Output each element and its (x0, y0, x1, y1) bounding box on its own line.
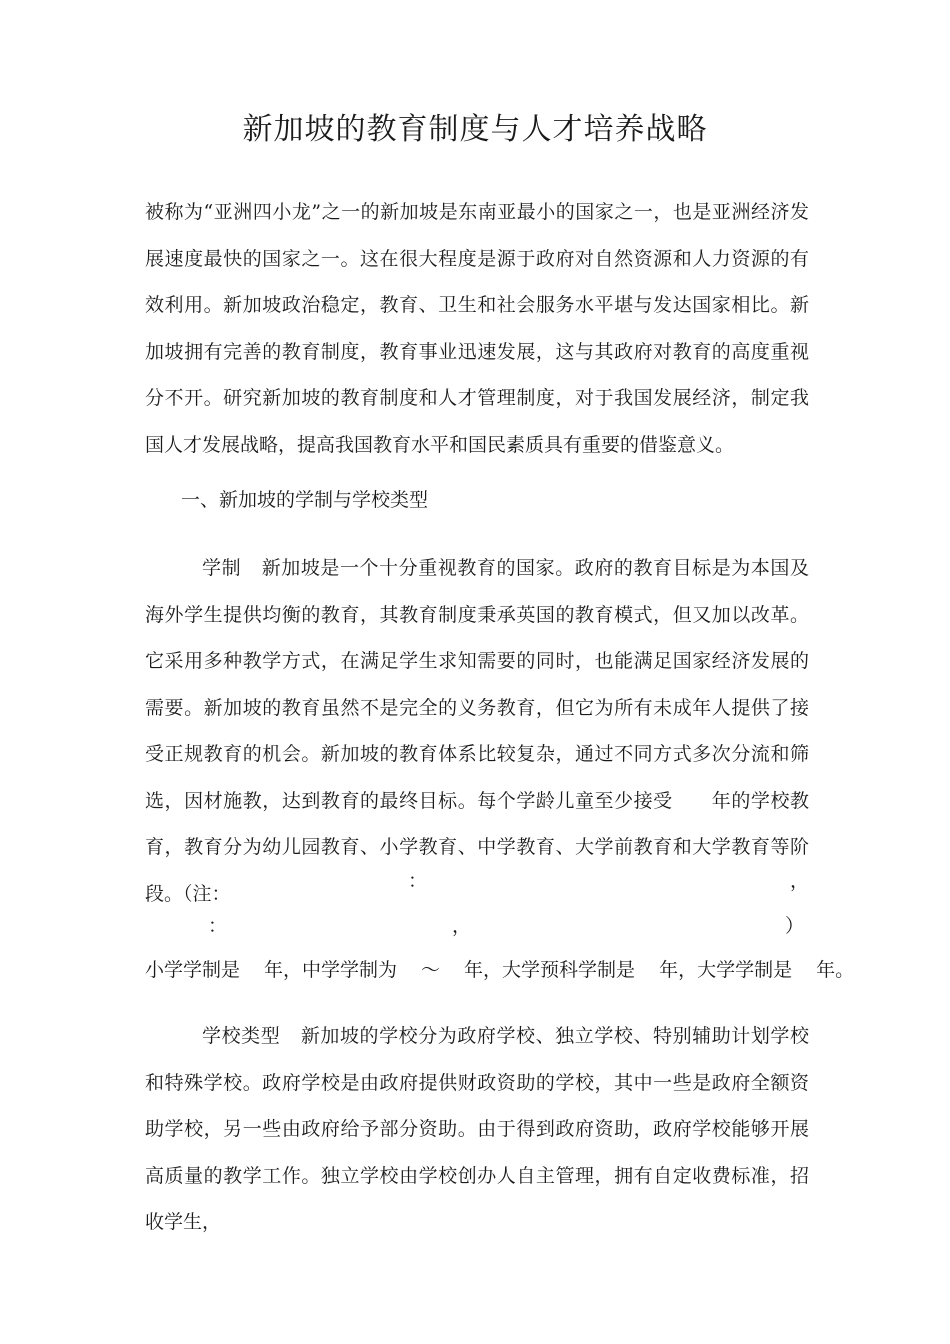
intro-paragraph: 被称为“亚洲四小龙”之一的新加坡是东南亚最小的国家之一，也是亚洲经济发展速度最快的国家之一。这在很大程度是源于政府对自然资源和人力资源的有效利用。新加坡政治稳定，教育、卫生和社会服务水平堪与发达国家相比。新加坡拥有完善的教育制度，教育事业迅速发展，这与其政府对教育的高度重视分不开。研究新加坡的教育制度和人才管理制度，对于我国发展经济，制定我国人才发展战略，提高我国教育水平和国民素质具有重要的借鉴意义。 (145, 201, 809, 456)
note-comma-2: ， (452, 915, 472, 937)
xuezhi-label: 学制 (202, 557, 242, 579)
school-types-text: 新加坡的学校分为政府学校、独立学校、特别辅助计划学校和特殊学校。政府学校是由政府提供财政资助的学校，其中一些是政府全额资助学校，另一些由政府给予部分资助。由于得到政府资助，政府学校能够开展高质量的教学工作。独立学校由学校创办人自主管理，拥有自定收费标准，招收学生， (145, 1025, 809, 1233)
xuezhi-text: 新加坡是一个十分重视教育的国家。政府的教育目标是为本国及海外学生提供均衡的教育，其教育制度秉承英国的教育模式，但又加以改革。它采用多种教学方式，在满足学生求知需要的同时，也能满足国家经济发展的需要。新加坡的教育虽然不是完全的义务教育，但它为所有未成年人提供了接受正规教育的机会。新加坡的教育体系比较复杂，通过不同方式多次分流和筛选，因材施教，达到教育的最终目标。每个学龄儿童至少接受 年的学校教育，教育分为幼儿园教育、小学教育、中学教育、大学前教育和大学教育等阶段。（注： (145, 557, 809, 905)
note-comma-1: ， (790, 870, 810, 892)
school-types-paragraph (145, 1013, 809, 1246)
note-colon-1: ： (408, 870, 428, 892)
note-close-paren: ） (785, 915, 805, 937)
section-heading: 一、新加坡的学制与学校类型 (181, 489, 429, 511)
note-colon-2: ： (208, 915, 228, 937)
school-types-label: 学校类型 (202, 1025, 281, 1047)
school-years-line: 小学学制是 年，中学学制为 ～ 年，大学预科学制是 年，大学学制是 年。 (145, 959, 855, 981)
xuezhi-paragraph (145, 545, 809, 917)
document-title: 新加坡的教育制度与人才培养战略 (242, 112, 708, 147)
